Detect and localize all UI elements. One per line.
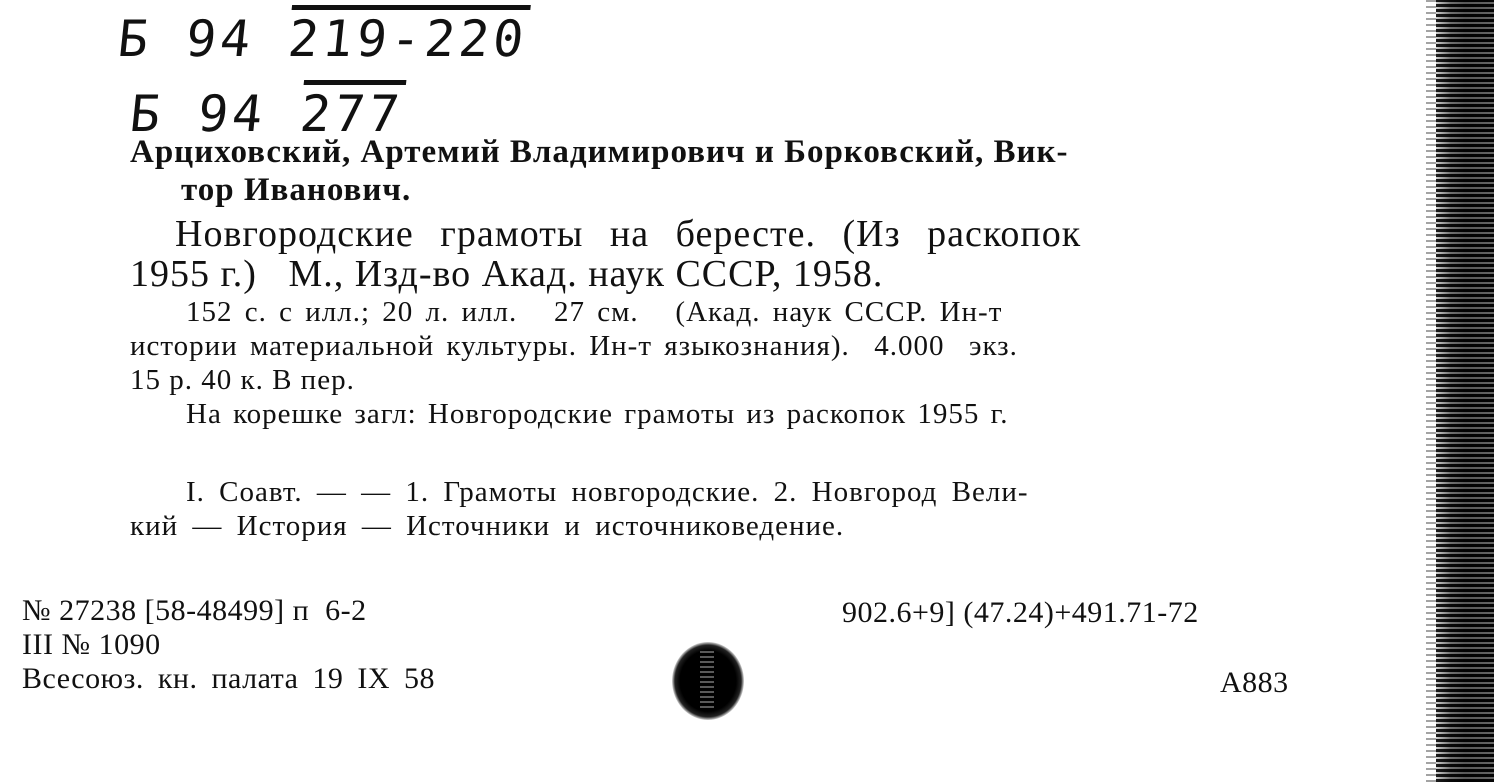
author-line-1: Арциховский, Артемий Владимирович и Борковский, Вик- xyxy=(130,134,1069,170)
handwritten-shelfmark-1: Б 94 219-220 xyxy=(114,10,531,68)
scan-edge-streak xyxy=(1426,0,1436,782)
description-line-2: истории материальной культуры. Ин-т языкознания). 4.000 экз. xyxy=(130,330,1018,362)
book-chamber-line: Всесоюз. кн. палата 19 IX 58 xyxy=(22,662,436,695)
card-number: № 27238 [58-48499] п 6-2 xyxy=(22,594,367,627)
subject-headings-line-1: I. Соавт. — — 1. Грамоты новгородские. 2. Новгород Вели- xyxy=(186,476,1029,508)
handwritten-shelfmark-2: Б 94 277 xyxy=(126,85,406,143)
title-line-1: Новгородские грамоты на бересте. (Из раскопок xyxy=(175,213,1082,255)
description-line-3: 15 р. 40 к. В пер. xyxy=(130,364,355,396)
description-line-1: 152 с. с илл.; 20 л. илл. 27 см. (Акад. наук СССР. Ин-т xyxy=(186,296,1003,328)
author-line-2: тор Иванович. xyxy=(181,172,412,208)
card-code: А883 xyxy=(1220,666,1289,699)
series-number: III № 1090 xyxy=(22,628,161,661)
punch-hole-texture xyxy=(700,650,714,708)
scan-edge-shadow xyxy=(1436,0,1494,782)
classification-index: 902.6+9] (47.24)+491.71-72 xyxy=(842,596,1199,629)
subject-headings-line-2: кий — История — Источники и источниковедение. xyxy=(130,510,845,542)
title-line-2: 1955 г.) М., Изд-во Акад. наук СССР, 1958. xyxy=(130,253,884,295)
spine-title-note: На корешке загл: Новгородские грамоты из раскопок 1955 г. xyxy=(186,398,1009,430)
